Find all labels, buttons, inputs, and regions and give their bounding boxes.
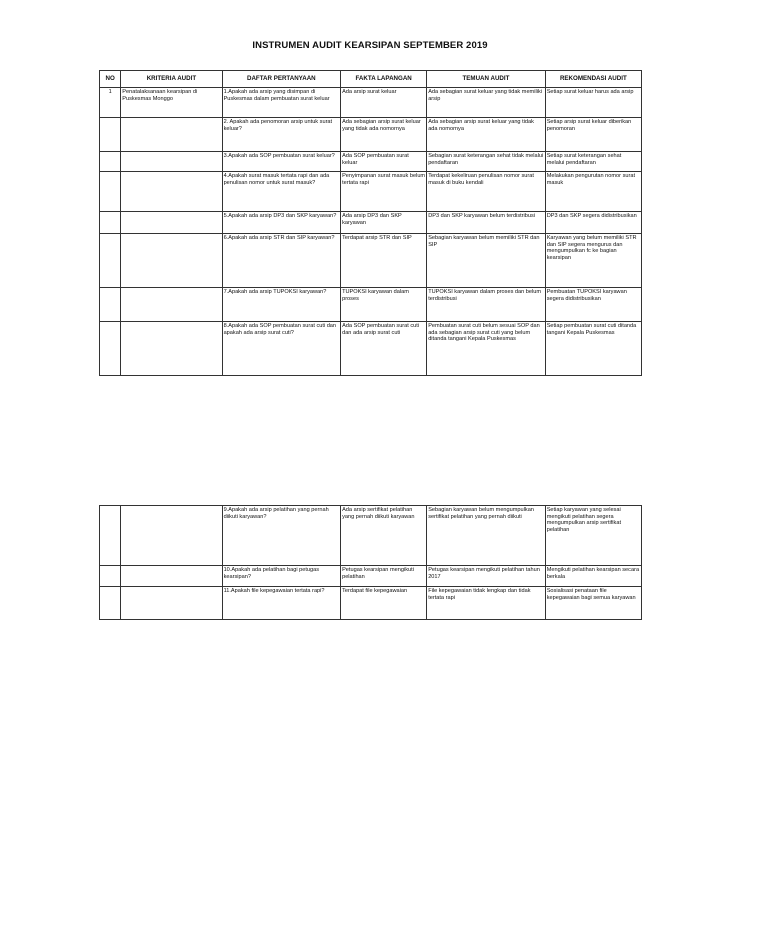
header-kriteria: KRITERIA AUDIT <box>121 71 222 88</box>
cell-kriteria <box>121 506 222 566</box>
cell-temuan: DP3 dan SKP karyawan belum terdistribusi <box>427 212 546 234</box>
cell-fakta: Penyimpanan surat masuk belum tertata rapi <box>341 172 427 212</box>
cell-rekomendasi: Karyawan yang belum memiliki STR dan SIP segera mengurus dan mengumpulkan fc ke bagian kearsipan <box>545 234 641 288</box>
cell-no <box>100 118 121 152</box>
cell-kriteria: Penatalaksanaan kearsipan di Puskesmas Monggo <box>121 88 222 118</box>
cell-fakta: Ada arsip DP3 dan SKP karyawan <box>341 212 427 234</box>
audit-table-continued <box>99 505 642 620</box>
cell-temuan: Petugas kearsipan mengikuti pelatihan tahun 2017 <box>427 566 546 587</box>
cell-temuan: Ada sebagian arsip surat keluar yang tidak ada nomornya <box>427 118 546 152</box>
cell-kriteria <box>121 152 222 172</box>
cell-temuan: Sebagian karyawan belum mengumpulkan sertifikat pelatihan yang pernah diikuti <box>427 506 546 566</box>
header-no: NO <box>100 71 121 88</box>
cell-fakta: Terdapat arsip STR dan SIP <box>341 234 427 288</box>
table-row <box>100 88 642 118</box>
cell-temuan: TUPOKSI karyawan dalam proses dan belum terdistribusi <box>427 288 546 322</box>
cell-fakta: Terdapat file kepegawaian <box>341 587 427 620</box>
header-temuan: TEMUAN AUDIT <box>427 71 546 88</box>
cell-kriteria <box>121 234 222 288</box>
cell-fakta: Ada arsip sertifikat pelatihan yang pernah diikuti karyawan <box>341 506 427 566</box>
cell-pertanyaan: 10.Apakah ada pelatihan bagi petugas kearsipan? <box>222 566 341 587</box>
table-row <box>100 566 642 587</box>
table-row <box>100 212 642 234</box>
table-row <box>100 152 642 172</box>
cell-no: 1 <box>100 88 121 118</box>
table-row <box>100 288 642 322</box>
cell-rekomendasi: Melakukan pengurutan nomor surat masuk <box>545 172 641 212</box>
cell-kriteria <box>121 172 222 212</box>
table-row <box>100 587 642 620</box>
cell-temuan: Sebagian karyawan belum memiliki STR dan SIP <box>427 234 546 288</box>
cell-temuan: Ada sebagian surat keluar yang tidak memiliki arsip <box>427 88 546 118</box>
table-row <box>100 506 642 566</box>
cell-rekomendasi: Pembuatan TUPOKSI karyawan segera didistribusikan <box>545 288 641 322</box>
cell-no <box>100 322 121 376</box>
cell-rekomendasi: Setiap arsip surat keluar diberikan penomoran <box>545 118 641 152</box>
cell-pertanyaan: 2. Apakah ada penomoran arsip untuk surat keluar? <box>222 118 341 152</box>
cell-pertanyaan: 11.Apakah file kepegawaian tertata rapi? <box>222 587 341 620</box>
cell-fakta: TUPOKSI karyawan dalam proses <box>341 288 427 322</box>
cell-no <box>100 566 121 587</box>
cell-rekomendasi: Setiap surat keterangan sehat melalui pendaftaran <box>545 152 641 172</box>
cell-fakta: Petugas kearsipan mengikuti pelatihan <box>341 566 427 587</box>
cell-pertanyaan: 4.Apakah surat masuk tertata rapi dan ada penulisan nomor untuk surat masuk? <box>222 172 341 212</box>
cell-fakta: Ada SOP pembuatan surat keluar <box>341 152 427 172</box>
table-row <box>100 172 642 212</box>
cell-no <box>100 587 121 620</box>
audit-table <box>99 70 642 376</box>
cell-pertanyaan: 8.Apakah ada SOP pembuatan surat cuti dan apakah ada arsip surat cuti? <box>222 322 341 376</box>
cell-temuan: Sebagian surat keterangan sehat tidak melalui pendaftaran <box>427 152 546 172</box>
cell-no <box>100 212 121 234</box>
cell-pertanyaan: 6.Apakah ada arsip STR dan SIP karyawan? <box>222 234 341 288</box>
cell-kriteria <box>121 322 222 376</box>
cell-pertanyaan: 5.Apakah ada arsip DP3 dan SKP karyawan? <box>222 212 341 234</box>
cell-fakta: Ada SOP pembuatan surat cuti dan ada arsip surat cuti <box>341 322 427 376</box>
cell-fakta: Ada sebagian arsip surat keluar yang tidak ada nomornya <box>341 118 427 152</box>
cell-no <box>100 152 121 172</box>
cell-temuan: Terdapat kekeliruan penulisan nomor surat masuk di buku kendali <box>427 172 546 212</box>
table-row <box>100 234 642 288</box>
cell-no <box>100 288 121 322</box>
cell-rekomendasi: DP3 dan SKP segera didistribusikan <box>545 212 641 234</box>
header-rekomendasi: REKOMENDASI AUDIT <box>545 71 641 88</box>
cell-rekomendasi: Setiap surat keluar harus ada arsip <box>545 88 641 118</box>
header-fakta: FAKTA LAPANGAN <box>341 71 427 88</box>
cell-no <box>100 234 121 288</box>
cell-rekomendasi: Setiap karyawan yang selesai mengikuti pelatihan segera mengumpulkan arsip sertifikat pelatihan <box>545 506 641 566</box>
table-header-row <box>100 71 642 88</box>
cell-rekomendasi: Sosialisasi penataan file kepegawaian bagi semua karyawan <box>545 587 641 620</box>
cell-kriteria <box>121 212 222 234</box>
cell-kriteria <box>121 118 222 152</box>
cell-rekomendasi: Mengikuti pelatihan kearsipan secara berkala <box>545 566 641 587</box>
cell-fakta: Ada arsip surat keluar <box>341 88 427 118</box>
cell-rekomendasi: Setiap pembuatan surat cuti ditanda tangani Kepala Puskesmas <box>545 322 641 376</box>
table-row <box>100 322 642 376</box>
cell-kriteria <box>121 288 222 322</box>
cell-pertanyaan: 9.Apakah ada arsip pelatihan yang pernah diikuti karyawan? <box>222 506 341 566</box>
cell-no <box>100 172 121 212</box>
header-pertanyaan: DAFTAR PERTANYAAN <box>222 71 341 88</box>
cell-pertanyaan: 3.Apakah ada SOP pembuatan surat keluar? <box>222 152 341 172</box>
cell-pertanyaan: 1.Apakah ada arsip yang disimpan di Puskesmas dalam pembuatan surat keluar <box>222 88 341 118</box>
cell-kriteria <box>121 566 222 587</box>
cell-temuan: File kepegawaian tidak lengkap dan tidak tertata rapi <box>427 587 546 620</box>
cell-no <box>100 506 121 566</box>
cell-temuan: Pembuatan surat cuti belum sesuai SOP dan ada sebagian arsip surat cuti yang belum ditanda tangani Kepala Puskesmas <box>427 322 546 376</box>
cell-pertanyaan: 7.Apakah ada arsip TUPOKSI karyawan? <box>222 288 341 322</box>
cell-kriteria <box>121 587 222 620</box>
table-row <box>100 118 642 152</box>
document-title: INSTRUMEN AUDIT KEARSIPAN SEPTEMBER 2019 <box>252 40 488 51</box>
